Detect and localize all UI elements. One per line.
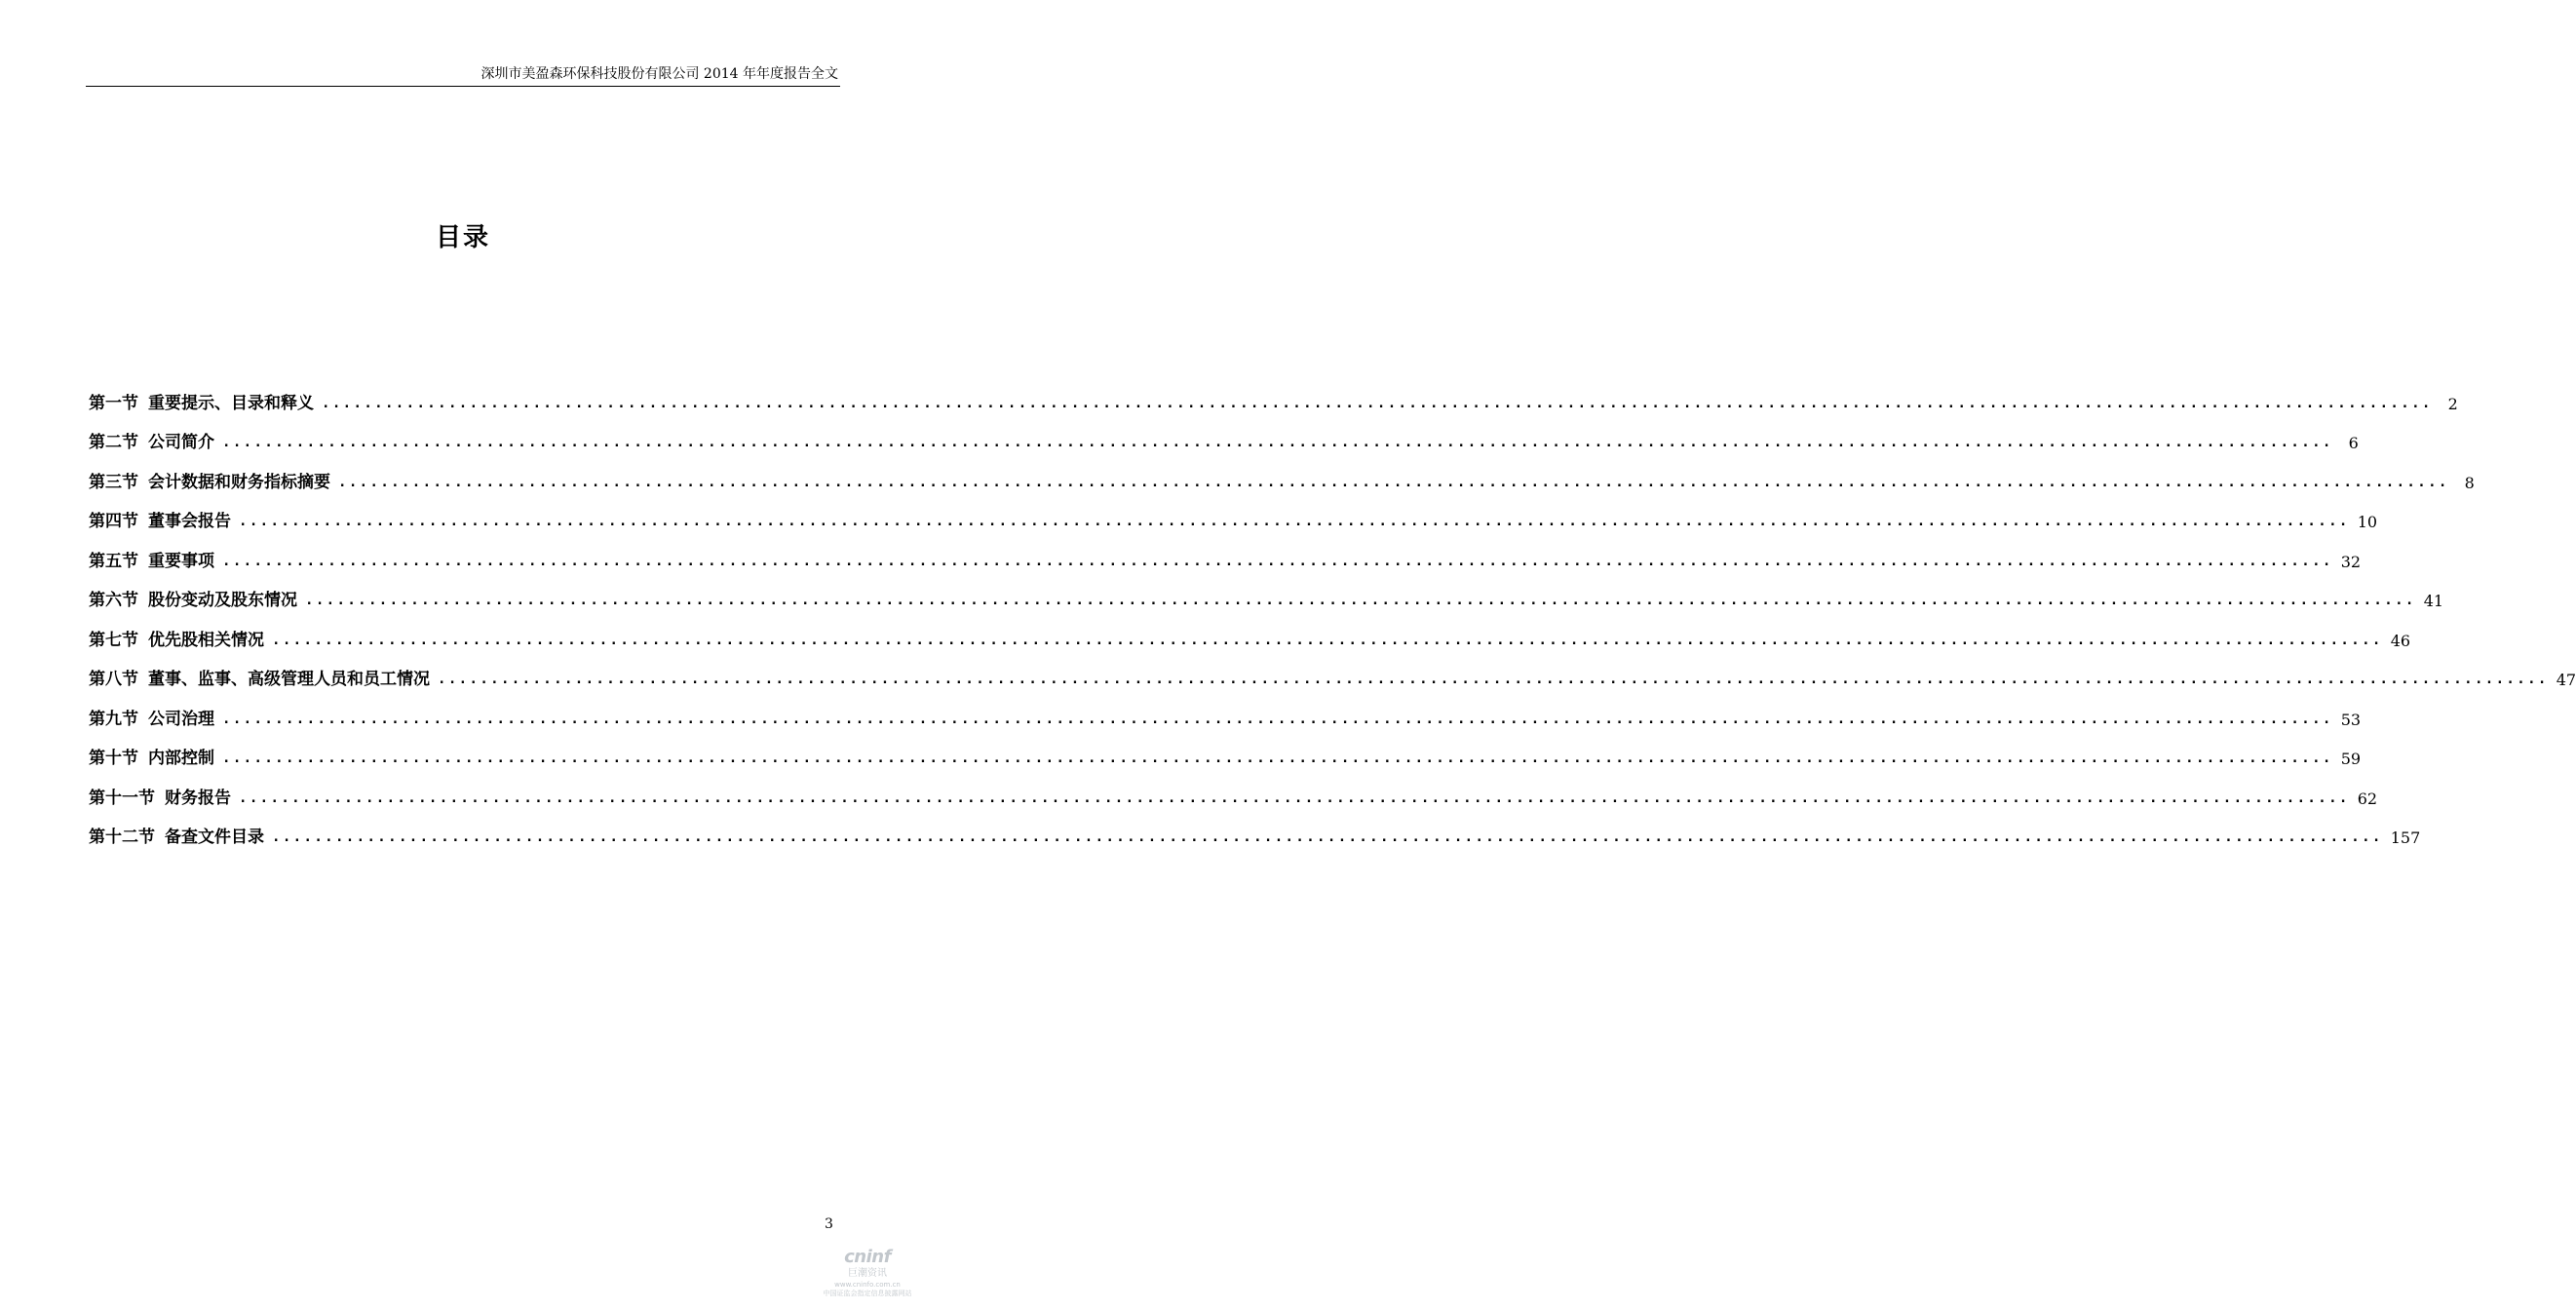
page-header (86, 62, 840, 87)
toc-section-number: 第十一节 (89, 788, 155, 808)
toc-leader-dots: ........................................................................................................................................................................................................ (222, 751, 2333, 766)
toc-section-name: 财务报告 (165, 788, 231, 808)
toc-section-name: 董事、监事、高级管理人员和员工情况 (148, 670, 430, 689)
watermark-subtitle: 中国证监会指定信息披露网站 (823, 1290, 912, 1297)
toc-section-name: 股份变动及股东情况 (148, 591, 297, 610)
cninfo-logo: cninf (844, 1247, 891, 1267)
footer-page-number: 3 (825, 1216, 833, 1232)
toc-leader-dots: ........................................................................................................................................................................................................ (239, 790, 2350, 806)
toc-entry[interactable] (89, 689, 2362, 729)
toc-section-number: 第九节 (89, 709, 138, 729)
toc-leader-dots: ........................................................................................................................................................................................................ (222, 553, 2333, 569)
toc-section-name: 重要事项 (148, 551, 214, 571)
toc-page-number: 41 (2423, 592, 2444, 610)
toc-section-number: 第十二节 (89, 828, 155, 847)
header-title: 深圳市美盈森环保科技股份有限公司 2014 年年度报告全文 (481, 66, 838, 82)
toc-section-name: 董事会报告 (148, 512, 231, 531)
toc-leader-dots: ........................................................................................................................................................................................................ (438, 672, 2549, 687)
toc-section-name: 公司治理 (148, 709, 214, 729)
toc-section-name: 重要提示、目录和释义 (148, 393, 314, 413)
toc-section-name: 备查文件目录 (165, 828, 264, 847)
toc-page-number: 157 (2390, 828, 2421, 847)
toc-entry[interactable] (89, 413, 2359, 453)
toc-page-number: 46 (2390, 631, 2411, 650)
toc-leader-dots: ........................................................................................................................................................................................................ (222, 711, 2333, 727)
toc-section-number: 第四节 (89, 512, 138, 531)
toc-leader-dots: ........................................................................................................................................................................................................ (239, 514, 2350, 529)
toc-page-number: 59 (2340, 750, 2362, 768)
toc-page-number: 47 (2556, 671, 2576, 689)
toc-section-name: 内部控制 (148, 749, 214, 768)
toc-section-number: 第七节 (89, 630, 138, 650)
toc-entry[interactable] (89, 452, 2475, 492)
toc-entry[interactable] (89, 373, 2458, 413)
toc-section-number: 第十节 (89, 749, 138, 768)
toc-section-name: 公司简介 (148, 433, 214, 452)
toc-section-name: 会计数据和财务指标摘要 (148, 472, 330, 492)
toc-section-number: 第五节 (89, 551, 138, 571)
toc-entry[interactable] (89, 729, 2362, 769)
watermark-url: www.cninfo.com.cn (834, 1281, 901, 1289)
toc-entry[interactable] (89, 610, 2411, 650)
toc-leader-dots: ........................................................................................................................................................................................................ (272, 632, 2383, 648)
toc-leader-dots: ........................................................................................................................................................................................................ (305, 593, 2416, 608)
toc-page-number: 53 (2340, 710, 2362, 729)
toc-entry[interactable] (89, 531, 2362, 571)
toc-section-number: 第三节 (89, 472, 138, 492)
toc-entry[interactable] (89, 768, 2378, 808)
toc-entry[interactable] (89, 492, 2378, 532)
toc-page-number: 62 (2357, 789, 2378, 808)
toc-entry[interactable] (89, 808, 2421, 848)
toc-section-number: 第六节 (89, 591, 138, 610)
toc-entry[interactable] (89, 650, 2576, 690)
cninfo-watermark (819, 1248, 916, 1304)
toc-page-number: 2 (2447, 394, 2458, 413)
toc-page-number: 32 (2340, 552, 2362, 571)
toc-leader-dots: ........................................................................................................................................................................................................ (222, 435, 2333, 450)
toc-entry[interactable] (89, 571, 2444, 611)
toc-section-name: 优先股相关情况 (148, 630, 264, 650)
toc-section-number: 第八节 (89, 670, 138, 689)
toc-page-number: 6 (2348, 434, 2359, 452)
toc-leader-dots: ........................................................................................................................................................................................................ (272, 829, 2383, 845)
toc-leader-dots: ........................................................................................................................................................................................................ (338, 474, 2449, 490)
table-of-contents (89, 373, 2576, 847)
page-title: 目录 (435, 223, 490, 252)
toc-page-number: 8 (2464, 473, 2475, 492)
toc-leader-dots: ........................................................................................................................................................................................................ (322, 395, 2433, 411)
toc-section-number: 第二节 (89, 433, 138, 452)
toc-page-number: 10 (2357, 513, 2378, 531)
toc-section-number: 第一节 (89, 393, 138, 413)
watermark-name: 巨潮资讯 (848, 1268, 887, 1279)
